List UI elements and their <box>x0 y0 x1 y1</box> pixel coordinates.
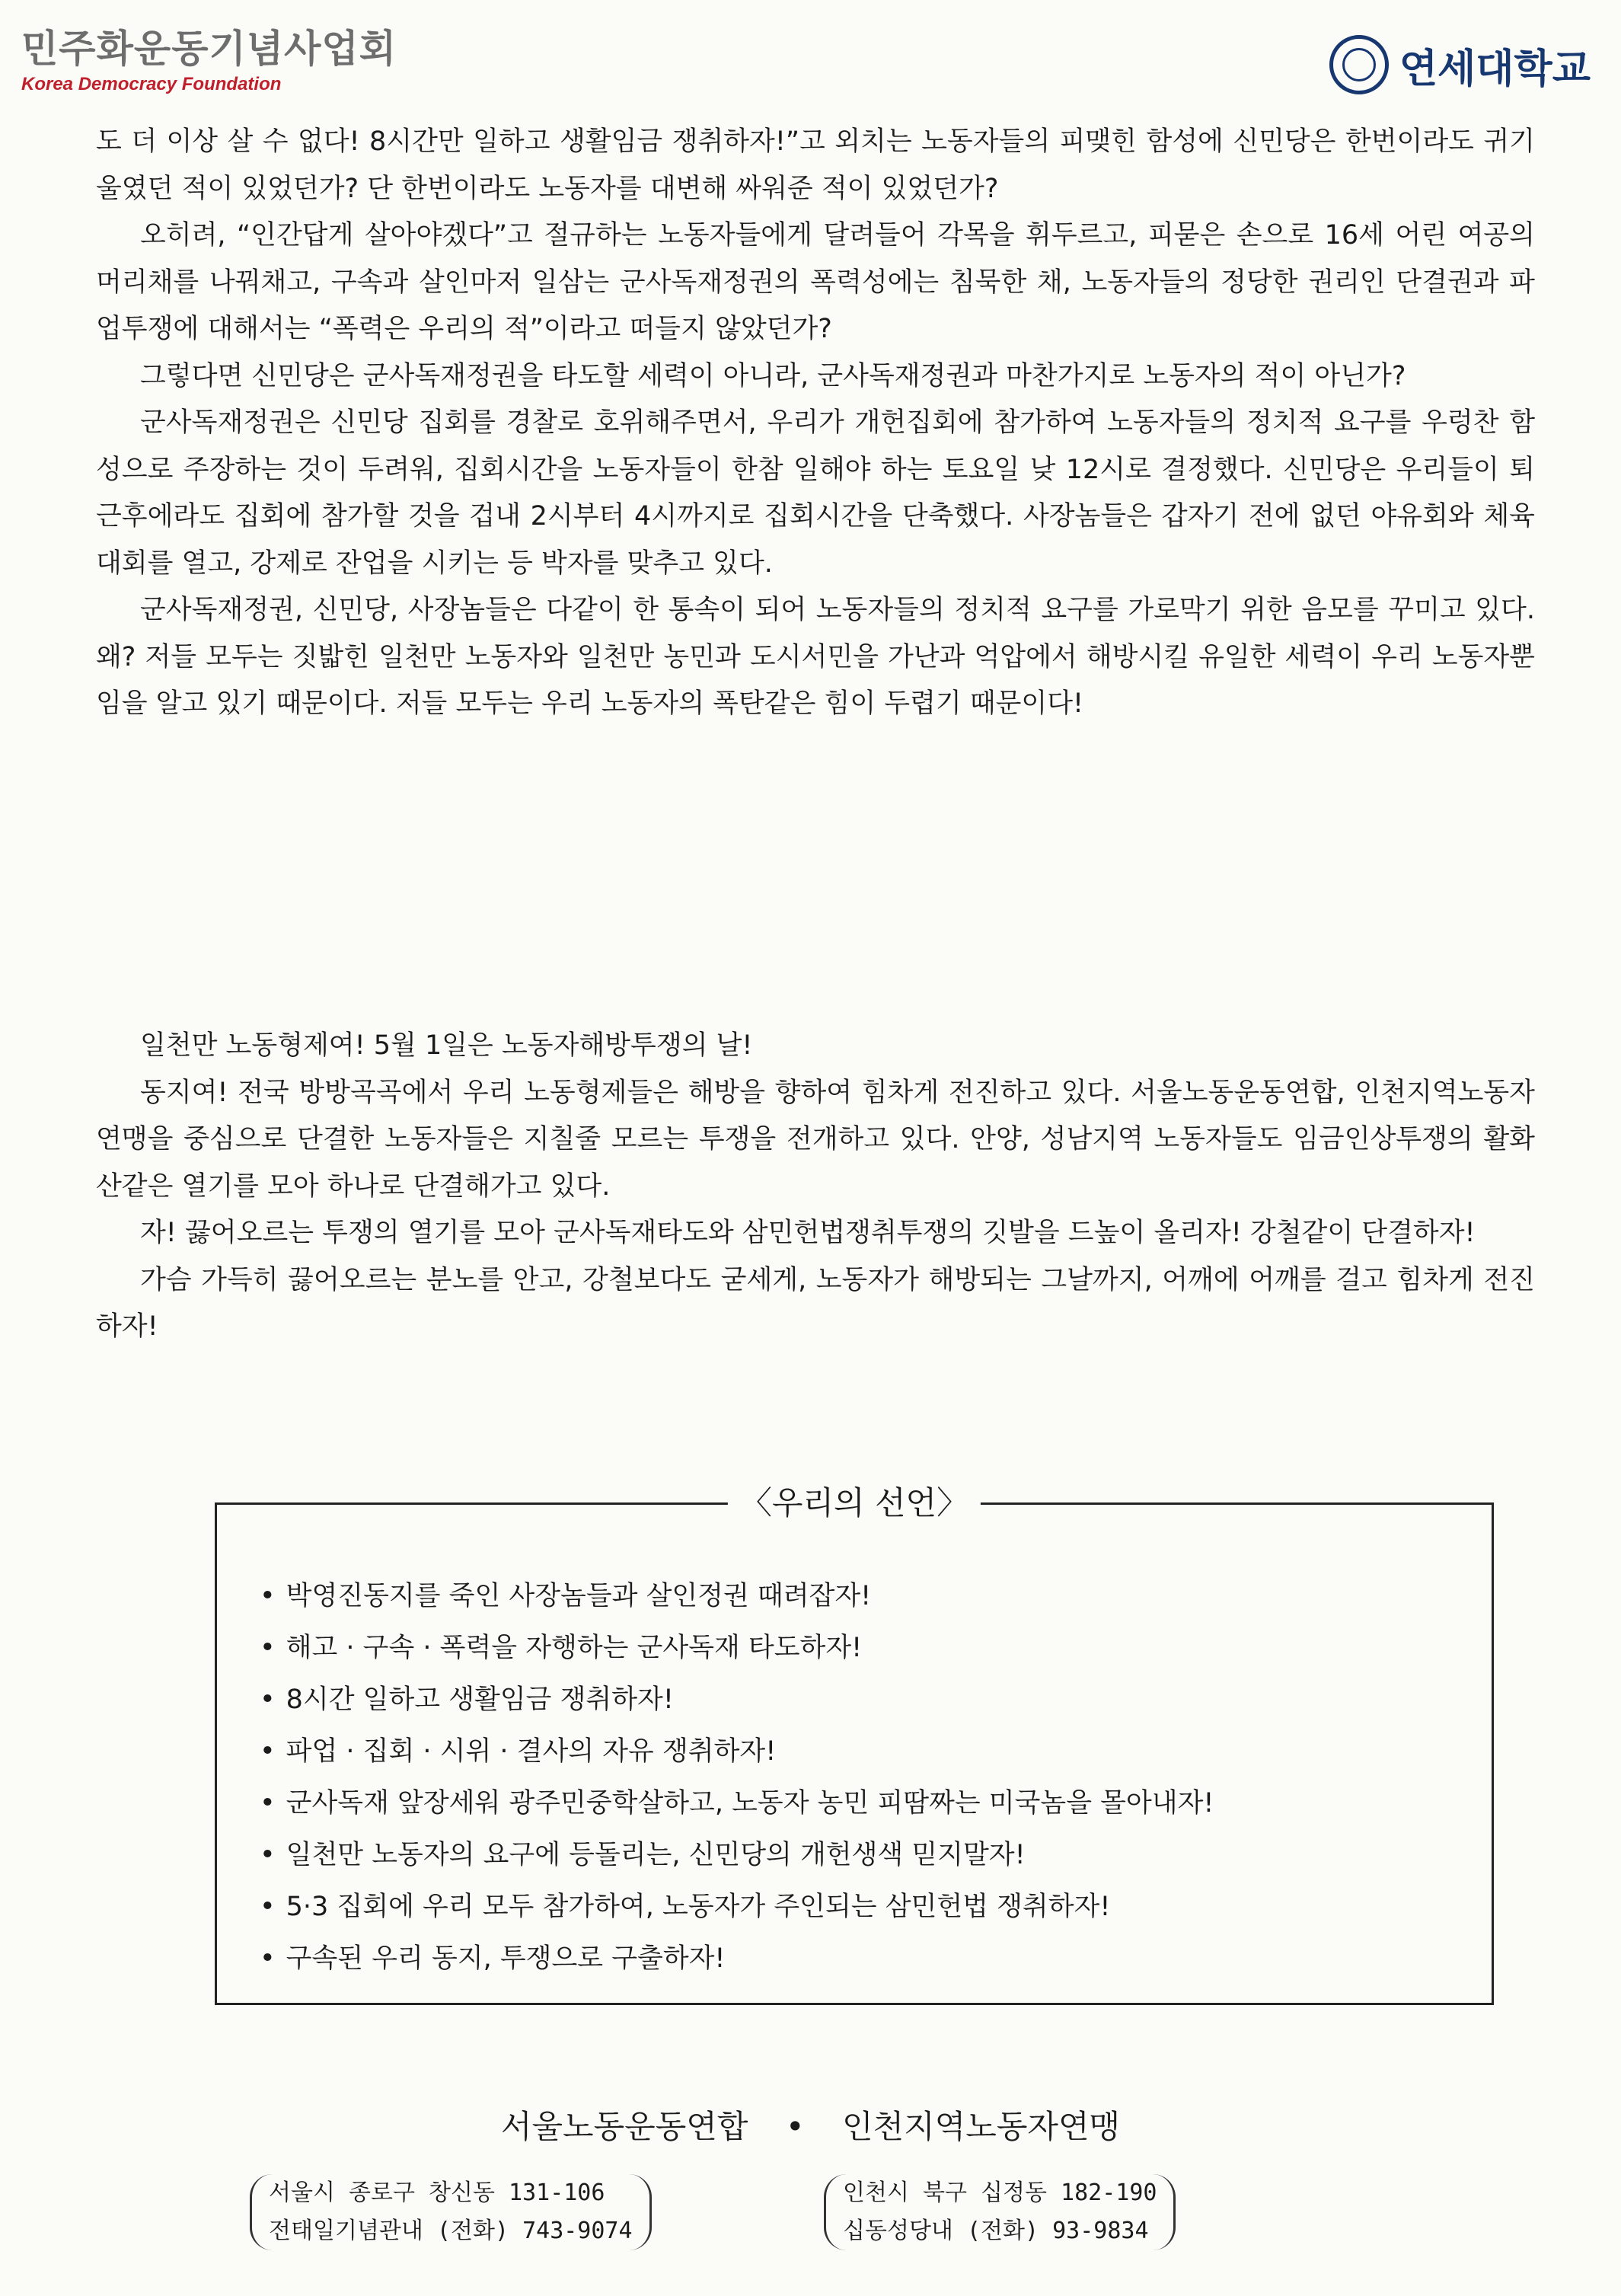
paragraph-5: 군사독재정권, 신민당, 사장놈들은 다같이 한 통속이 되어 노동자들의 정치적 요구를 가로막기 위한 음모를 꾸미고 있다. 왜? 저들 모두는 짓밟힌 일천만 노동자와 일천만 농민과 도시서민을 가난과 억압에서 해방시킬 유일한 세력이 우리 노동자뿐임을 알고 있기 때문이다. 저들 모두는 우리 노동자의 폭탄같은 힘이 두렵기 때문이다! <box>96 595 1535 719</box>
declaration-box <box>215 1484 1494 2005</box>
address-incheon-line2: 십동성당내 (전화) 93-9834 <box>843 2218 1149 2244</box>
declaration-title: 〈우리의 선언〉 <box>728 1482 981 1525</box>
address-incheon <box>824 2174 1176 2250</box>
paragraph-4: 군사독재정권은 신민당 집회를 경찰로 호위해주면서, 우리가 개헌집회에 참가하여 노동자들의 정치적 요구를 우렁찬 함성으로 주장하는 것이 두려워, 집회시간을 노동자들이 한참 일해야 하는 토요일 낮 12시로 결정했다. 신민당은 우리들이 퇴근후에라도 집회에 참가할 것을 겁내 2시부터 4시까지로 집회시간을 단축했다. 사장놈들은 갑자기 전에 없던 야유회와 체육대회를 열고, 강제로 잔업을 시키는 등 박자를 맞추고 있다. <box>96 407 1535 579</box>
leaflet-body-part1 <box>96 119 1535 728</box>
organizations <box>0 2106 1621 2148</box>
foundation-logo <box>21 26 417 96</box>
paragraph-2: 오히려, “인간답게 살아야겠다”고 절규하는 노동자들에게 달려들어 각목을 휘두르고, 피묻은 손으로 16세 어린 여공의 머리채를 나꿔채고, 구속과 살인마저 일삼는 군사독재정권의 폭력성에는 침묵한 채, 노동자들의 정당한 권리인 단결권과 파업투쟁에 대해서는 “폭력은 우리의 적”이라고 떠들지 않았던가? <box>96 220 1535 344</box>
paragraph-7: 동지여! 전국 방방곡곡에서 우리 노동형제들은 해방을 향하여 힘차게 전진하고 있다. 서울노동운동연합, 인천지역노동자연맹을 중심으로 단결한 노동자들은 지칠줄 모르는 투쟁을 전개하고 있다. 안양, 성남지역 노동자들도 임금인상투쟁의 활화산같은 열기를 모아 하나로 단결해가고 있다. <box>96 1077 1535 1202</box>
university-name: 연세대학교 <box>1399 46 1591 92</box>
address-seoul-line2: 전태일기념관내 (전화) 743-9074 <box>269 2218 633 2244</box>
foundation-name-english: Korea Democracy Foundation <box>21 74 282 94</box>
leaflet-body-part2 <box>96 1023 1535 1351</box>
university-seal-icon <box>1329 35 1389 94</box>
foundation-name-korean: 민주화운동기념사업회 <box>21 26 397 71</box>
declaration-item: • 박영진동지를 죽인 사장놈들과 살인정권 때려잡자! <box>260 1570 1214 1622</box>
paragraph-3: 그렇다면 신민당은 군사독재정권을 타도할 세력이 아니라, 군사독재정권과 마찬가지로 노동자의 적이 아닌가? <box>140 360 1406 391</box>
declaration-item: • 5·3 집회에 우리 모두 참가하여, 노동자가 주인되는 삼민헌법 쟁취하자! <box>260 1881 1214 1933</box>
paragraph-1: 도 더 이상 살 수 없다! 8시간만 일하고 생활임금 쟁취하자!”고 외치는 노동자들의 피맺힌 함성에 신민당은 한번이라도 귀기울였던 적이 있었던가? 단 한번이라도 노동자를 대변해 싸워준 적이 있었던가? <box>96 126 1535 204</box>
declaration-item: • 구속된 우리 동지, 투쟁으로 구출하자! <box>260 1933 1214 1985</box>
paragraph-6: 일천만 노동형제여! 5월 1일은 노동자해방투쟁의 날! <box>140 1030 753 1061</box>
address-seoul-line1: 서울시 종로구 창신동 131-106 <box>269 2179 605 2206</box>
org-incheon: 인천지역노동자연맹 <box>841 2108 1121 2145</box>
paragraph-8: 자! 끓어오르는 투쟁의 열기를 모아 군사독재타도와 삼민헌법쟁취투쟁의 깃발을 드높이 올리자! 강철같이 단결하자! <box>140 1218 1476 1248</box>
paragraph-9: 가슴 가득히 끓어오르는 분노를 안고, 강철보다도 굳세게, 노동자가 해방되는 그날까지, 어깨에 어깨를 걸고 힘차게 전진하자! <box>96 1264 1535 1342</box>
university-logo <box>1329 30 1591 99</box>
declaration-list <box>260 1570 1214 1985</box>
address-incheon-line1: 인천시 북구 십정동 182-190 <box>843 2179 1157 2206</box>
declaration-item: • 8시간 일하고 생활임금 쟁취하자! <box>260 1674 1214 1726</box>
declaration-item: • 일천만 노동자의 요구에 등돌리는, 신민당의 개헌생색 믿지말자! <box>260 1829 1214 1881</box>
declaration-item: • 파업 · 집회 · 시위 · 결사의 자유 쟁취하자! <box>260 1726 1214 1777</box>
address-seoul <box>250 2174 652 2250</box>
declaration-item: • 해고 · 구속 · 폭력을 자행하는 군사독재 타도하자! <box>260 1622 1214 1674</box>
org-separator: • <box>785 2108 805 2145</box>
org-seoul: 서울노동운동연합 <box>500 2108 748 2145</box>
declaration-item: • 군사독재 앞장세워 광주민중학살하고, 노동자 농민 피땀짜는 미국놈을 몰아내자! <box>260 1777 1214 1829</box>
